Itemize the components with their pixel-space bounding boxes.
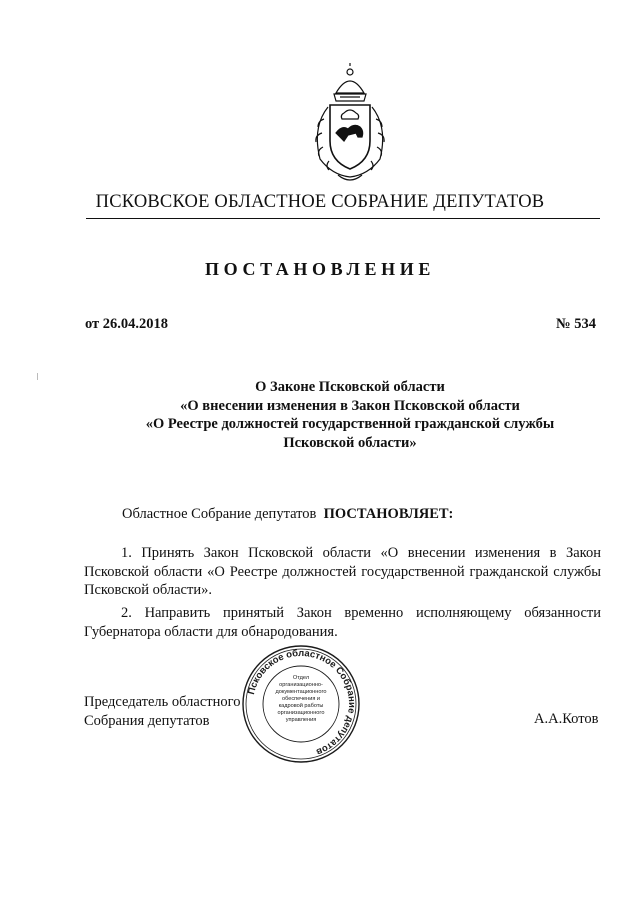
stamp-inner-line: кадровой работы — [278, 703, 324, 709]
resolution-item-1: 1. Принять Закон Псковской области «О внесении изменения в Закон Псковской области «О Реестре должностей государственной гражданской службы Псковской области». — [84, 545, 601, 598]
stamp-inner-line: организационно- — [279, 682, 323, 688]
subject-line: «О Реестре должностей государственной гражданской службы — [145, 416, 555, 432]
stamp-inner-line: документационного — [275, 689, 327, 695]
signatory-name: А.А.Котов — [534, 711, 599, 727]
coat-of-arms-icon — [298, 63, 402, 185]
resolution-item-2: 2. Направить принятый Закон временно исполняющему обязанности Губернатора области для обнародования. — [84, 605, 601, 640]
document-subject — [80, 378, 620, 452]
stamp-inner-line: управления — [285, 717, 317, 723]
document-number: № 534 — [556, 316, 596, 332]
organization-name: ПСКОВСКОЕ ОБЛАСТНОЕ СОБРАНИЕ ДЕПУТАТОВ — [95, 192, 545, 212]
intro-resolves: ПОСТАНОВЛЯЕТ: — [323, 506, 454, 522]
stamp-outer-text: Псковское областное Собрание депутатов — [245, 647, 358, 758]
stamp-inner-line: Отдел — [292, 675, 310, 681]
subject-line: Псковской области» — [283, 434, 417, 451]
round-seal-stamp-icon — [240, 643, 362, 765]
subject-line: «О внесении изменения в Закон Псковской области — [180, 397, 520, 414]
stamp-inner-line: обеспечения и — [281, 696, 321, 702]
document-date: от 26.04.2018 — [85, 316, 169, 332]
signatory-title — [84, 693, 240, 730]
subject-line: О Законе Псковской области — [255, 379, 445, 395]
scan-artifact — [37, 373, 38, 380]
document-type-title: ПОСТАНОВЛЕНИЕ — [205, 259, 435, 279]
signatory-title-line: Собрания депутатов — [84, 712, 210, 729]
signatory-title-line: Председатель областного — [84, 694, 241, 710]
intro-text: Областное Собрание депутатов — [122, 506, 317, 522]
resolution-intro — [122, 506, 453, 523]
header-divider — [86, 218, 600, 219]
stamp-inner-line: организационного — [277, 710, 325, 716]
